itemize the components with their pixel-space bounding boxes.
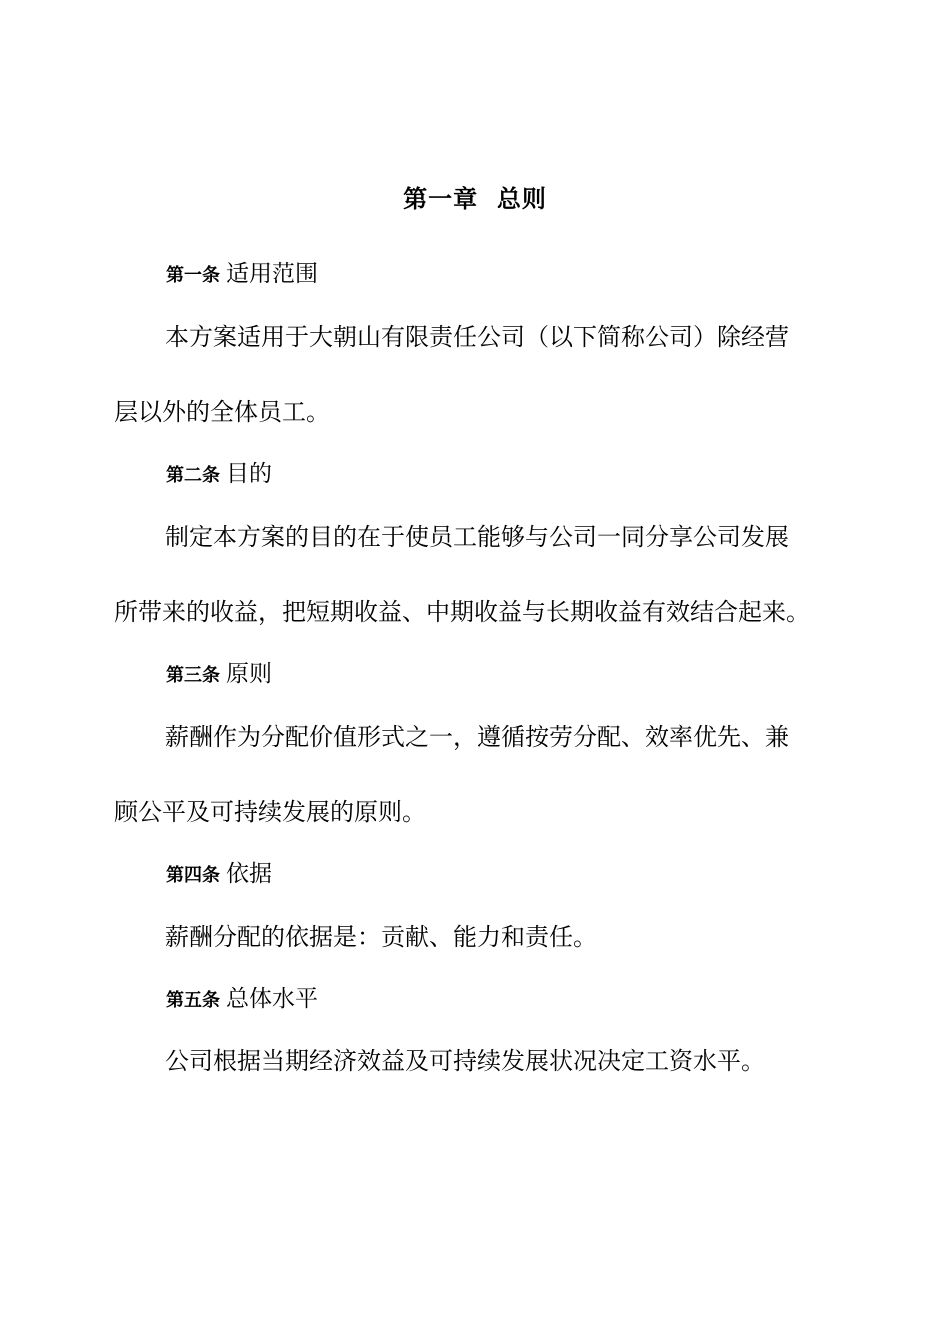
- article-heading-2: [166, 458, 272, 490]
- article-number: 第二条: [166, 465, 220, 486]
- article-3-text-line-2: 顾公平及可持续发展的原则。: [114, 798, 426, 826]
- article-name: 原则: [226, 661, 272, 687]
- article-heading-1: [166, 258, 318, 290]
- article-heading-3: [166, 658, 272, 690]
- article-1-text-line-2: 层以外的全体员工。: [114, 398, 330, 426]
- article-number: 第一条: [166, 265, 220, 286]
- article-1-text-line-1: 本方案适用于大朝山有限责任公司（以下简称公司）除经营: [165, 323, 789, 351]
- article-number: 第三条: [166, 665, 220, 686]
- chapter-title: 第一章 总则: [403, 185, 547, 213]
- article-heading-4: [166, 858, 272, 890]
- article-name: 依据: [226, 861, 272, 887]
- article-3-text-line-1: 薪酬作为分配价值形式之一，遵循按劳分配、效率优先、兼: [165, 723, 789, 751]
- article-name: 适用范围: [226, 261, 318, 287]
- article-4-text-line-1: 薪酬分配的依据是：贡献、能力和责任。: [165, 923, 597, 951]
- article-heading-5: [166, 983, 318, 1015]
- article-name: 总体水平: [226, 986, 318, 1012]
- article-number: 第四条: [166, 865, 220, 886]
- article-5-text-line-1: 公司根据当期经济效益及可持续发展状况决定工资水平。: [165, 1047, 765, 1075]
- article-name: 目的: [226, 461, 272, 487]
- article-2-text-line-1: 制定本方案的目的在于使员工能够与公司一同分享公司发展: [165, 523, 789, 551]
- article-2-text-line-2: 所带来的收益，把短期收益、中期收益与长期收益有效结合起来。: [114, 598, 810, 626]
- article-number: 第五条: [166, 990, 220, 1011]
